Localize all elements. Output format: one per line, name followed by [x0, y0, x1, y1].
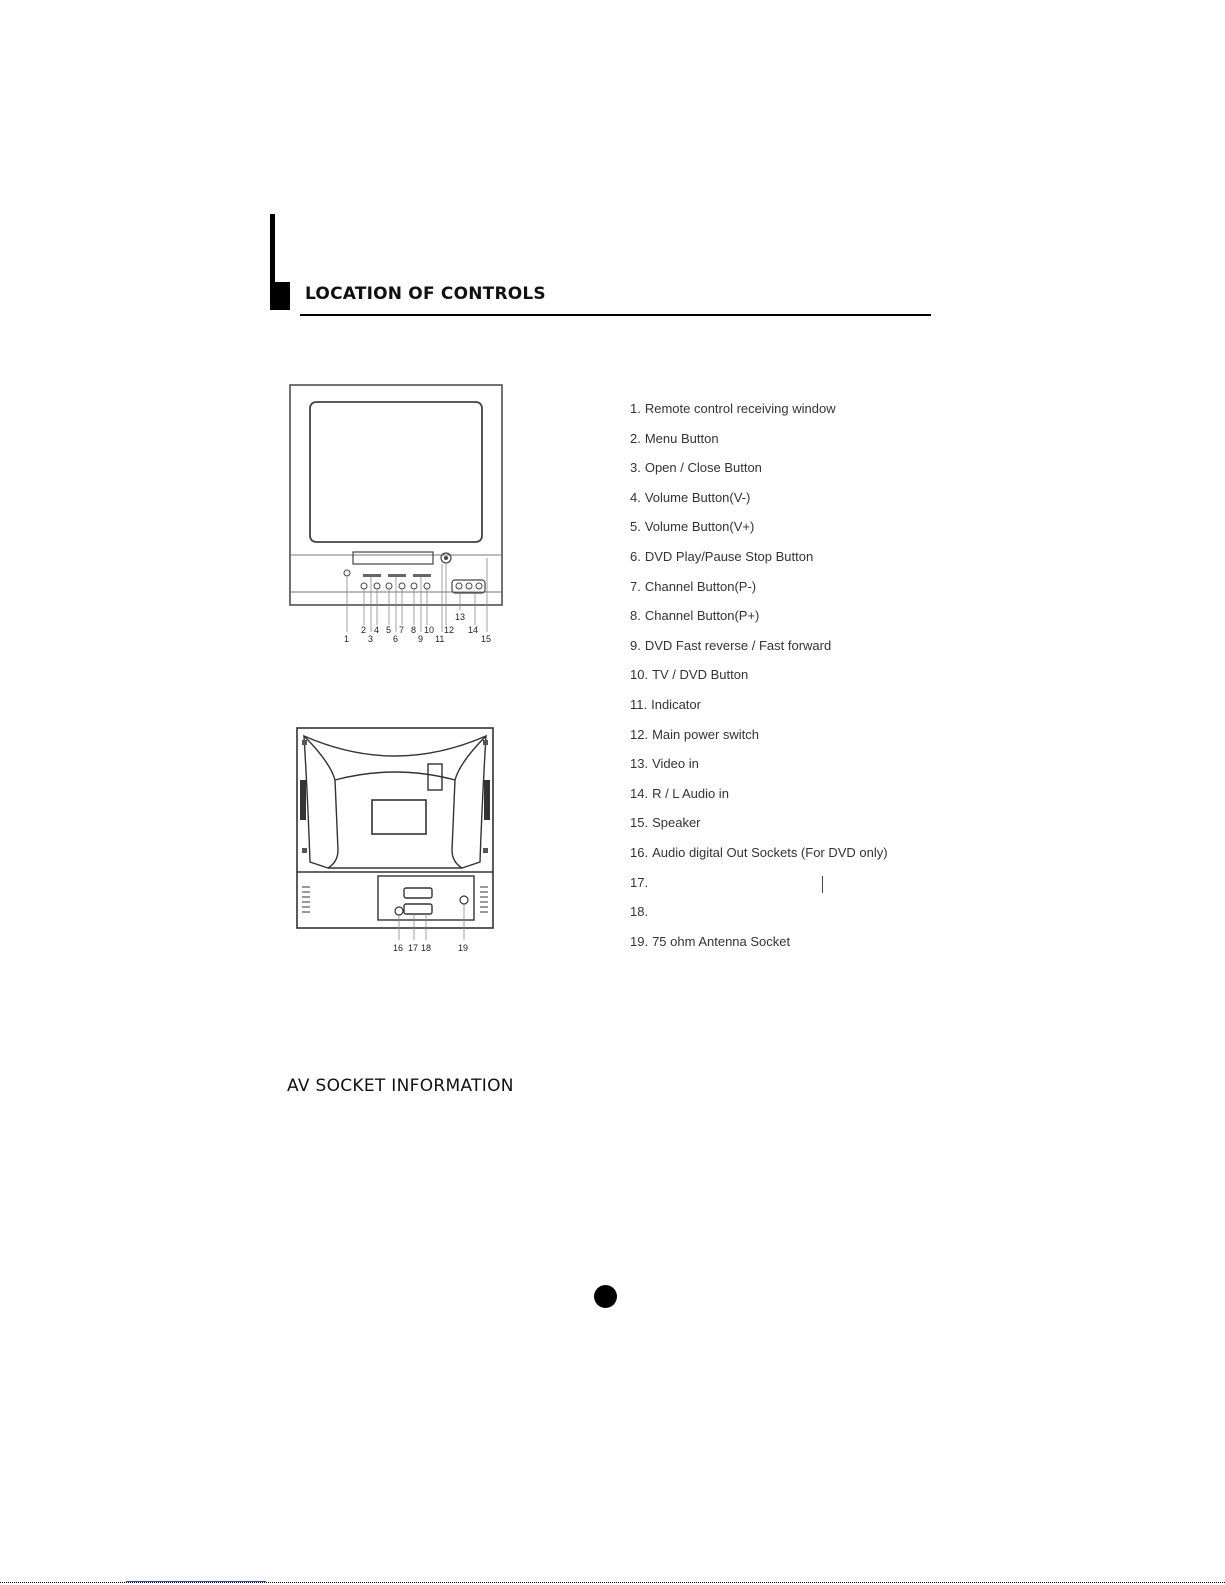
legend-item [630, 518, 888, 548]
legend-item-label: DVD Play/Pause Stop Button [644, 548, 814, 564]
legend-item [630, 814, 888, 844]
legend-item [630, 726, 888, 756]
legend-item-number: 16. [630, 844, 649, 860]
legend-item-label: Menu Button [644, 430, 719, 446]
front-callout-10: 10 [424, 625, 435, 635]
legend-item-number: 11. [630, 696, 648, 712]
front-callout-15: 15 [481, 634, 492, 644]
tv-front-svg [285, 380, 510, 650]
legend-item [630, 489, 888, 519]
page-number-dot [594, 1285, 617, 1308]
legend-item-label: Audio digital Out Sockets (For DVD only) [652, 844, 888, 860]
legend-item-label: Main power switch [652, 726, 760, 742]
legend-item-number: 9. [630, 637, 641, 653]
legend-item [630, 844, 888, 874]
legend-item [630, 607, 888, 637]
legend-item-number: 7. [630, 578, 641, 594]
legend-item-label: Volume Button(V+) [644, 519, 755, 535]
title-underline [300, 314, 931, 316]
legend-item-number: 2. [630, 430, 641, 446]
legend-item-label: Channel Button(P-) [644, 578, 757, 594]
legend-item-label: 75 ohm Antenna Socket [652, 933, 791, 949]
back-callout-17: 17 [408, 943, 419, 953]
legend-item [630, 459, 888, 489]
legend-item-label: R / L Audio in [652, 785, 729, 801]
legend-item-label: Speaker [652, 815, 701, 831]
section-marker-block [272, 282, 290, 310]
legend-item-label: DVD Fast reverse / Fast forward [644, 637, 832, 653]
legend-item-number: 6. [630, 548, 641, 564]
front-callout-14: 14 [468, 625, 479, 635]
legend-item-number: 13. [630, 756, 649, 772]
front-callout-1: 1 [344, 634, 350, 644]
front-callout-6: 6 [393, 634, 399, 644]
legend-item-number: 19. [630, 933, 649, 949]
legend-item [630, 785, 888, 815]
front-callout-11: 11 [435, 634, 445, 644]
front-callout-3: 3 [368, 634, 374, 644]
footer-link-underline [126, 1581, 266, 1582]
front-callout-2: 2 [361, 625, 367, 635]
legend-item-number: 8. [630, 608, 641, 624]
legend-item-number: 4. [630, 489, 641, 505]
front-callout-7: 7 [399, 625, 405, 635]
legend-item [630, 874, 888, 904]
legend-item-label: Remote control receiving window [644, 401, 836, 416]
back-callout-16: 16 [393, 943, 404, 953]
legend-item-number: 3. [630, 460, 641, 476]
controls-legend [630, 400, 888, 962]
legend-item [630, 637, 888, 667]
legend-item-label: Video in [652, 756, 699, 772]
legend-item [630, 903, 888, 933]
back-callout-19: 19 [458, 943, 469, 953]
tv-front-diagram [285, 380, 510, 650]
legend-item-number: 14. [630, 785, 649, 801]
tv-back-diagram [290, 722, 510, 962]
legend-item-number: 5. [630, 519, 641, 535]
av-section-title: AV SOCKET INFORMATION [287, 1076, 514, 1096]
front-callout-8: 8 [411, 625, 417, 635]
legend-item-label: Indicator [651, 696, 701, 712]
page-footer-rule [0, 1582, 1225, 1583]
front-callout-13: 13 [455, 612, 466, 622]
legend-item-number: 10. [630, 667, 649, 683]
legend-item [630, 548, 888, 578]
legend-item-number: 1. [630, 401, 641, 416]
legend-item-number: 12. [630, 726, 649, 742]
front-callout-9: 9 [418, 634, 424, 644]
legend-item-number: 18. [630, 904, 649, 920]
legend-item [630, 578, 888, 608]
legend-item [630, 933, 888, 963]
text-cursor-mark [822, 876, 823, 893]
legend-item-label: TV / DVD Button [652, 667, 749, 683]
legend-item-label: Volume Button(V-) [644, 489, 751, 505]
front-callout-4: 4 [374, 625, 380, 635]
front-callout-5: 5 [386, 625, 392, 635]
section-title: LOCATION OF CONTROLS [305, 284, 546, 304]
legend-item [630, 430, 888, 460]
back-callout-18: 18 [421, 943, 432, 953]
legend-item [630, 755, 888, 785]
legend-item [630, 666, 888, 696]
legend-item-label: Channel Button(P+) [644, 608, 760, 624]
legend-item [630, 400, 888, 430]
legend-item-label: Open / Close Button [644, 460, 762, 476]
legend-item-number: 17. [630, 874, 649, 890]
legend-item [630, 696, 888, 726]
tv-back-svg [290, 722, 510, 962]
front-callout-12: 12 [444, 625, 455, 635]
legend-item-number: 15. [630, 815, 649, 831]
